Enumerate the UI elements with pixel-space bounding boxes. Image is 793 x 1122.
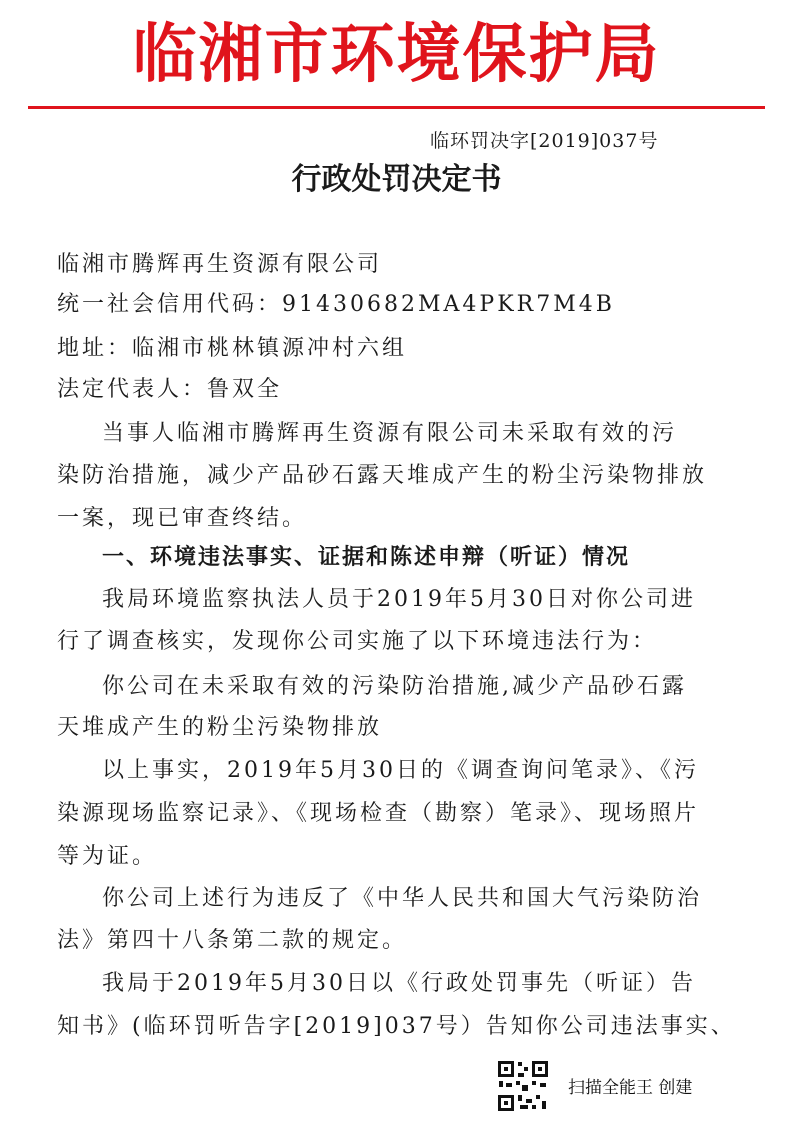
body-line: 我局于2019年5月30日以《行政处罚事先（听证）告 (102, 971, 696, 996)
body-line: 行了调查核实，发现你公司实施了以下环境违法行为： (57, 629, 658, 654)
party-credit-code: 统一社会信用代码：91430682MA4PKR7M4B (57, 292, 615, 317)
qr-code-icon (496, 1059, 550, 1113)
body-line: 你公司在未采取有效的污染防治措施,减少产品砂石露 (102, 674, 687, 699)
section-heading: 一、环境违法事实、证据和陈述申辩（听证）情况 (102, 545, 631, 570)
intro-line: 一案，现已审查终结。 (57, 506, 308, 531)
scanner-caption: 扫描全能王 创建 (568, 1078, 693, 1098)
party-legal-rep: 法定代表人：鲁双全 (57, 377, 283, 402)
letterhead-rule (28, 106, 765, 109)
intro-line: 当事人临湘市腾辉再生资源有限公司未采取有效的污 (102, 421, 678, 446)
document-title: 行政处罚决定书 (291, 162, 502, 197)
body-line: 天堆成产生的粉尘污染物排放 (57, 715, 383, 740)
party-name: 临湘市腾辉再生资源有限公司 (57, 252, 383, 277)
body-line: 法》第四十八条第二款的规定。 (57, 928, 408, 953)
body-line: 染源现场监察记录》、《现场检查（勘察）笔录》、现场照片 (57, 801, 700, 826)
letterhead-title: 临湘市环境保护局 (132, 17, 661, 92)
document-number: 临环罚决字[2019]037号 (430, 130, 659, 152)
body-line: 等为证。 (57, 844, 158, 869)
body-line: 我局环境监察执法人员于2019年5月30日对你公司进 (102, 587, 696, 612)
body-line: 你公司上述行为违反了《中华人民共和国大气污染防治 (102, 886, 703, 911)
body-line: 知书》(临环罚听告字[2019]037号）告知你公司违法事实、 (57, 1014, 736, 1039)
body-line: 以上事实，2019年5月30日的《调查询问笔录》、《污 (102, 758, 699, 783)
party-address: 地址：临湘市桃林镇源冲村六组 (57, 336, 408, 361)
intro-line: 染防治措施，减少产品砂石露天堆成产生的粉尘污染物排放 (57, 463, 708, 488)
